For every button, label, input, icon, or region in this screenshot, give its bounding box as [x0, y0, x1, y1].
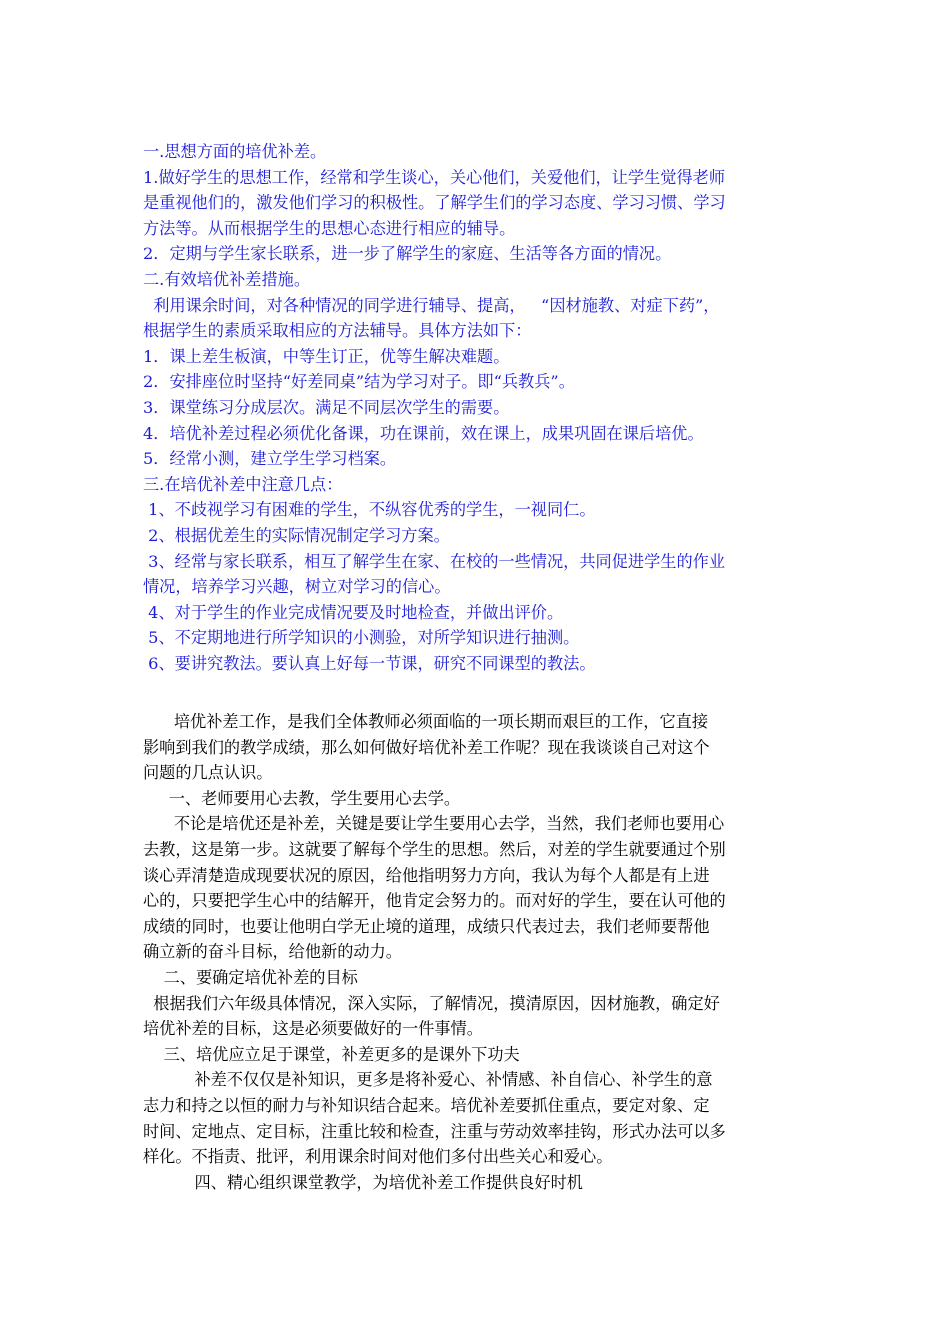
point1-line2: 去教，这是第一步。这就要了解每个学生的思想。然后，对差的学生就要通过个别 — [143, 839, 726, 859]
section-two-heading: 二.有效培优补差措施。 — [143, 269, 311, 289]
section-two-item: 5．经常小测，建立学生学习档案。 — [143, 449, 397, 469]
section-two-intro-line1: 利用课余时间，对各种情况的同学进行辅导、提高， “因材施教、对症下药”， — [143, 295, 720, 315]
point1-line5: 成绩的同时，也要让他明白学无止境的道理，成绩只代表过去，我们老师要帮他 — [143, 916, 710, 936]
point4-heading: 四、精心组织课堂教学，为培优补差工作提供良好时机 — [143, 1172, 583, 1192]
section-one-item1-line2: 是重视他们的，激发他们学习的积极性。了解学生们的学习态度、学习习惯、学习 — [143, 193, 726, 213]
section-two-item: 2．安排座位时坚持“好差同桌”结为学习对子。即“兵教兵”。 — [143, 372, 575, 392]
point2-heading: 二、要确定培优补差的目标 — [143, 967, 358, 987]
section-one-item1-line1: 1.做好学生的思想工作，经常和学生谈心，关心他们，关爱他们，让学生觉得老师 — [143, 167, 726, 187]
section-three-item6: 6、要讲究教法。要认真上好每一节课，研究不同课型的教法。 — [143, 653, 596, 673]
section-three-item1: 1、不歧视学习有困难的学生，不纵容优秀的学生，一视同仁。 — [143, 500, 596, 520]
point1-line4: 心的，只要把学生心中的结解开，他肯定会努力的。而对好的学生，要在认可他的 — [143, 891, 726, 911]
section-two-intro-line2: 根据学生的素质采取相应的方法辅导。具体方法如下： — [143, 321, 532, 341]
point3-line4: 样化。不指责、批评，利用课余时间对他们多付出些关心和爱心。 — [143, 1147, 613, 1167]
point3-line2: 志力和持之以恒的耐力与补知识结合起来。培优补差要抓住重点，要定对象、定 — [143, 1095, 710, 1115]
point1-line6: 确立新的奋斗目标，给他新的动力。 — [143, 942, 402, 962]
point1-line1: 不论是培优还是补差，关键是要让学生要用心去学，当然，我们老师也要用心 — [143, 814, 725, 834]
essay-section — [143, 709, 813, 1195]
section-two-item: 4．培优补差过程必须优化备课，功在课前，效在课上，成果巩固在课后培优。 — [143, 423, 704, 443]
essay-intro-line1: 培优补差工作，是我们全体教师必须面临的一项长期而艰巨的工作，它直接 — [143, 712, 709, 731]
essay-intro-line2: 影响到我们的教学成绩，那么如何做好培优补差工作呢？现在我谈谈自己对这个 — [143, 737, 710, 757]
section-three-item3-line2: 情况，培养学习兴趣，树立对学习的信心。 — [143, 577, 451, 597]
measures-section — [143, 139, 813, 676]
point1-heading: 一、老师要用心去教，学生要用心去学。 — [143, 788, 461, 808]
section-one-heading: 一.思想方面的培优补差。 — [143, 142, 327, 161]
point3-heading: 三、培优应立足于课堂，补差更多的是课外下功夫 — [143, 1044, 520, 1064]
section-three-heading: 三.在培优补差中注意几点： — [143, 474, 343, 494]
essay-intro-line3: 问题的几点认识。 — [143, 763, 273, 783]
point2-line1: 根据我们六年级具体情况，深入实际，了解情况，摸清原因，因材施教，确定好 — [143, 993, 720, 1013]
point3-line1: 补差不仅仅是补知识，更多是将补爱心、补情感、补自信心、补学生的意 — [143, 1070, 713, 1090]
section-three-item5: 5、不定期地进行所学知识的小测验，对所学知识进行抽测。 — [143, 628, 580, 648]
section-three-item2: 2、根据优差生的实际情况制定学习方案。 — [143, 525, 450, 545]
section-one-item2: 2．定期与学生家长联系，进一步了解学生的家庭、生活等各方面的情况。 — [143, 244, 672, 264]
section-one-item1-line3: 方法等。从而根据学生的思想心态进行相应的辅导。 — [143, 218, 516, 238]
point2-line2: 培优补差的目标，这是必须要做好的一件事情。 — [143, 1019, 483, 1039]
section-three-item4: 4、对于学生的作业完成情况要及时地检查，并做出评价。 — [143, 602, 564, 622]
section-two-item: 3．课堂练习分成层次。满足不同层次学生的需要。 — [143, 397, 510, 417]
point1-line3: 谈心弄清楚造成现要状况的原因，给他指明努力方向，我认为每个人都是有上进 — [143, 865, 710, 885]
section-two-item: 1．课上差生板演，中等生订正，优等生解决难题。 — [143, 346, 510, 366]
point3-line3: 时间、定地点、定目标，注重比较和检查，注重与劳动效率挂钩，形式办法可以多 — [143, 1121, 726, 1141]
section-three-item3-line1: 3、经常与家长联系，相互了解学生在家、在校的一些情况，共同促进学生的作业 — [143, 551, 726, 571]
